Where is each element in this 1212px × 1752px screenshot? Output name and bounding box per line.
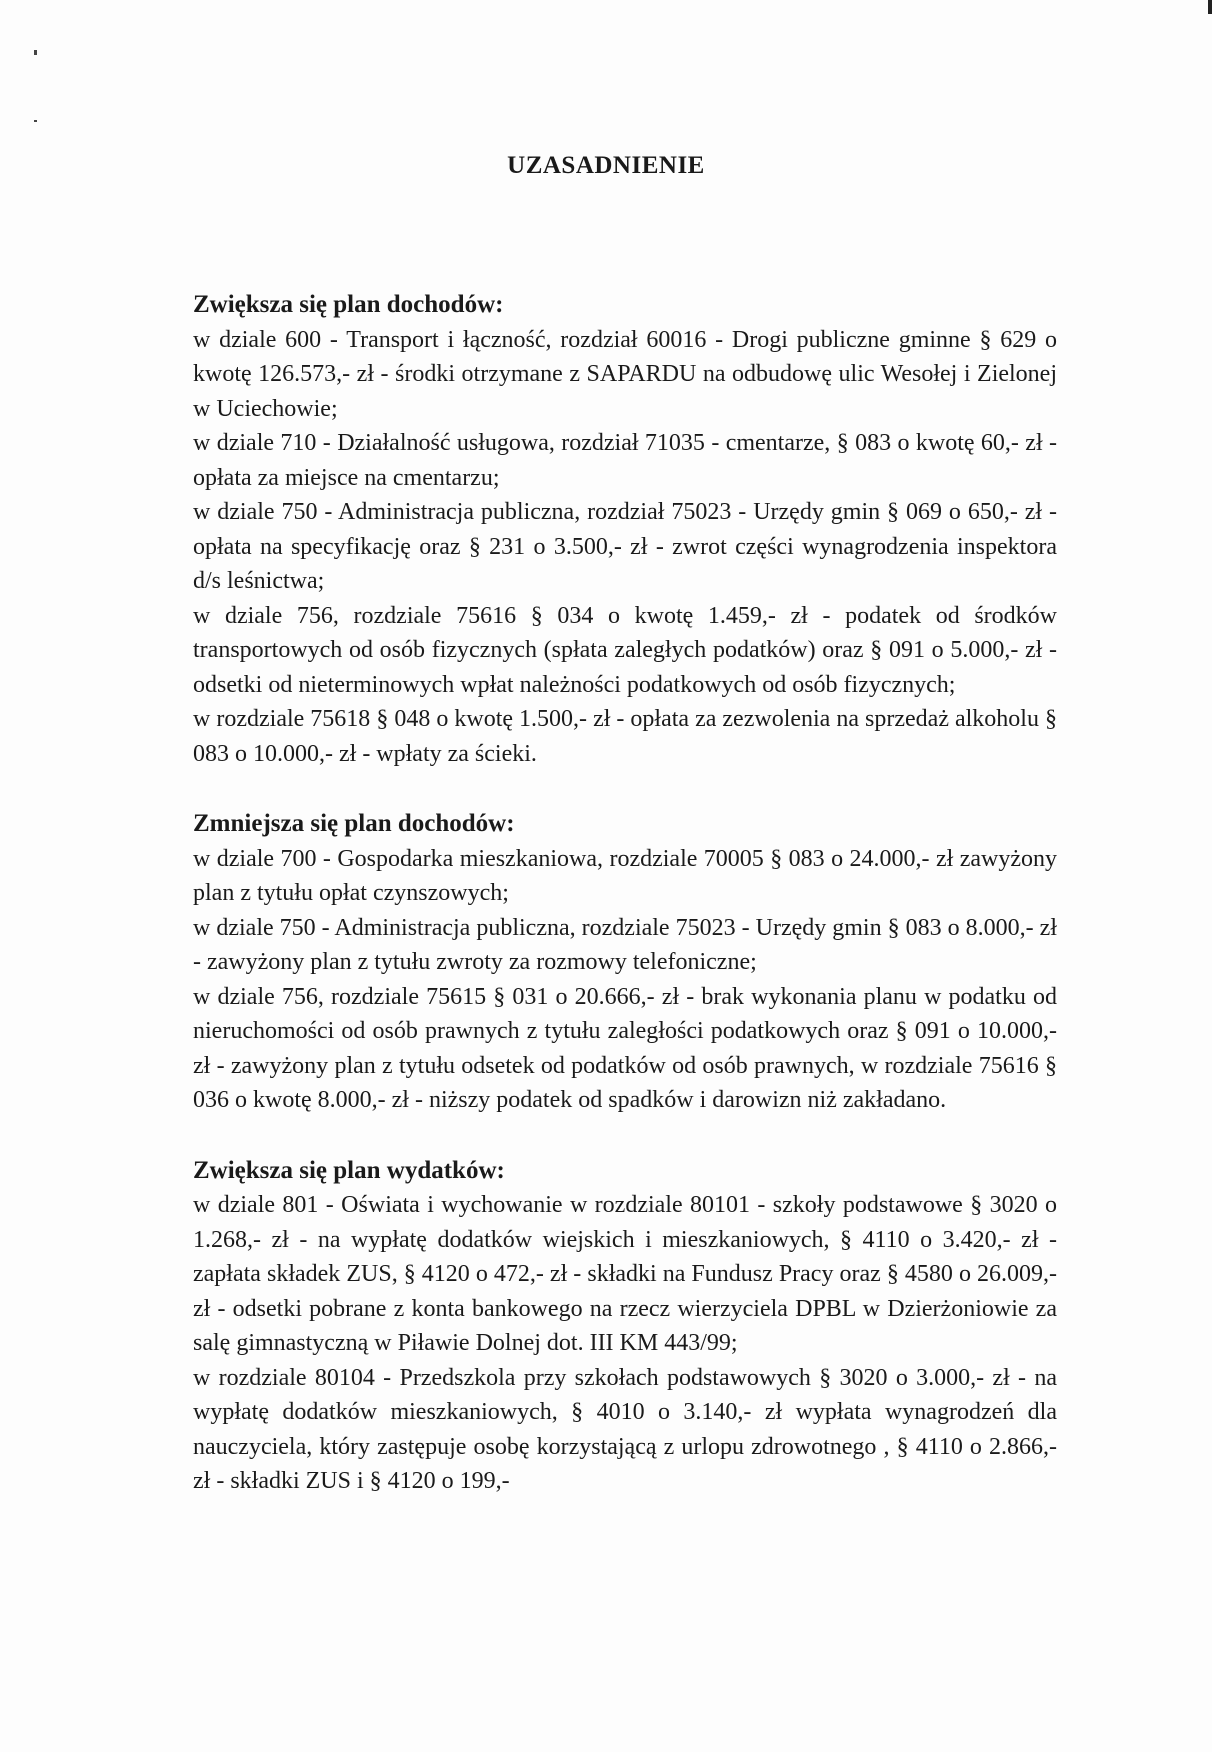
paragraph: w dziale 756, rozdziale 75615 § 031 o 20.666,- zł - brak wykonania planu w podatku od nieruchomości od osób prawnych z tytułu zaległości podatkowych oraz § 091 o 10.000,- zł - zawyżony plan z tytułu odsetek od podatków od osób prawnych, w rozdziale 75616 § 036 o kwotę 8.000,- zł - niższy podatek od spadków i darowizn niż zakładano. (193, 983, 1057, 1113)
section-heading: Zmniejsza się plan dochodów: (193, 810, 515, 837)
scan-mark (34, 120, 37, 122)
paragraph: w dziale 700 - Gospodarka mieszkaniowa, rozdziale 70005 § 083 o 24.000,- zł zawyżony plan z tytułu opłat czynszowych; (193, 845, 1057, 906)
paragraph: w dziale 756, rozdziale 75616 § 034 o kwotę 1.459,- zł - podatek od środków transportowych od osób fizycznych (spłata zaległych podatków) oraz § 091 o 5.000,- zł - odsetki od nieterminowych wpłat należności podatkowych od osób fizycznych; (193, 602, 1057, 698)
scan-edge-mark (1208, 0, 1212, 14)
document-body (193, 288, 1057, 1535)
paragraph: w dziale 600 - Transport i łączność, rozdział 60016 - Drogi publiczne gminne § 629 o kwotę 126.573,- zł - środki otrzymane z SAPARDU na odbudowę ulic Wesołej i Zielonej w Uciechowie; (193, 326, 1057, 422)
paragraph: w dziale 801 - Oświata i wychowanie w rozdziale 80101 - szkoły podstawowe § 3020 o 1.268,- zł - na wypłatę dodatków wiejskich i mieszkaniowych, § 4110 o 3.420,- zł - zapłata składek ZUS, § 4120 o 472,- zł - składki na Fundusz Pracy oraz § 4580 o 26.009,- zł - odsetki pobrane z konta bankowego na rzecz wierzyciela DPBL w Dzierżoniowie za salę gimnastyczną w Piławie Dolnej dot. III KM 443/99; (193, 1192, 1057, 1356)
section-heading: Zwiększa się plan dochodów: (193, 291, 504, 318)
section-heading: Zwiększa się plan wydatków: (193, 1156, 505, 1184)
paragraph: w dziale 750 - Administracja publiczna, rozdział 75023 - Urzędy gmin § 069 o 650,- zł - opłata na specyfikację oraz § 231 o 3.500,- zł - zwrot części wynagrodzenia inspektora d/s leśnictwa; (193, 499, 1057, 594)
section-expense-increase (193, 1154, 1057, 1499)
paragraph: w dziale 750 - Administracja publiczna, rozdziale 75023 - Urzędy gmin § 083 o 8.000,- zł - zawyżony plan z tytułu zwroty za rozmowy telefoniczne; (193, 914, 1057, 975)
paragraph: w dziale 710 - Działalność usługowa, rozdział 71035 - cmentarze, § 083 o kwotę 60,- zł - opłata za miejsce na cmentarzu; (193, 430, 1057, 491)
section-income-decrease (193, 807, 1057, 1118)
scan-mark (34, 50, 37, 55)
section-income-increase (193, 288, 1057, 771)
document-title: UZASADNIENIE (507, 152, 705, 179)
paragraph: w rozdziale 80104 - Przedszkola przy szkołach podstawowych § 3020 o 3.000,- zł - na wypłatę dodatków mieszkaniowych, § 4010 o 3.140,- zł wypłata wynagrodzeń dla nauczyciela, który zastępuje osobę korzystającą z urlopu zdrowotnego , § 4110 o 2.866,- zł - składki ZUS i § 4120 o 199,- (193, 1364, 1057, 1494)
paragraph: w rozdziale 75618 § 048 o kwotę 1.500,- zł - opłata za zezwolenia na sprzedaż alkoholu § 083 o 10.000,- zł - wpłaty za ścieki. (193, 706, 1057, 767)
